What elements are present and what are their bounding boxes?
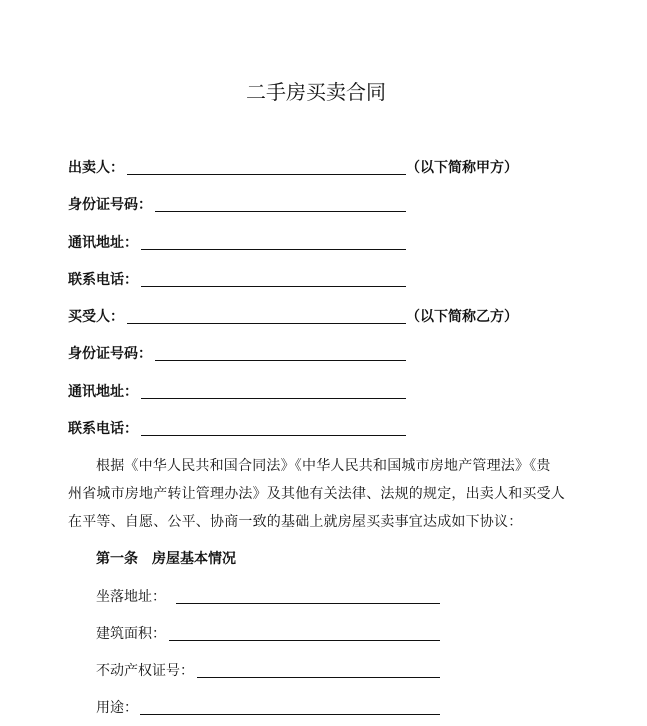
seller-address-label: 通讯地址： — [68, 235, 138, 251]
buyer-name-suffix: （以下简称乙方） — [406, 309, 518, 325]
property-cert-field[interactable] — [197, 677, 440, 678]
preamble-line: 在平等、自愿、公平、协商一致的基础上就房屋买卖事宜达成如下协议： — [68, 514, 523, 530]
buyer-address-label: 通讯地址： — [68, 384, 138, 400]
buyer-id-label: 身份证号码： — [68, 346, 152, 362]
buyer-phone-label: 联系电话： — [68, 421, 138, 437]
page-title: 二手房买卖合同 — [246, 80, 386, 104]
seller-id-field[interactable] — [155, 211, 406, 212]
buyer-name-label: 买受人： — [68, 309, 124, 325]
buyer-name-field[interactable] — [127, 323, 406, 324]
buyer-id-field[interactable] — [155, 360, 406, 361]
seller-phone-field[interactable] — [141, 286, 406, 287]
seller-name-suffix: （以下简称甲方） — [406, 160, 518, 176]
location-field[interactable] — [176, 603, 440, 604]
seller-address-field[interactable] — [141, 249, 406, 250]
seller-name-field[interactable] — [127, 174, 406, 175]
seller-phone-label: 联系电话： — [68, 272, 138, 288]
property-cert-label: 不动产权证号： — [96, 663, 194, 679]
buyer-phone-field[interactable] — [141, 435, 406, 436]
usage-label: 用途： — [96, 700, 138, 716]
seller-id-label: 身份证号码： — [68, 197, 152, 213]
seller-name-label: 出卖人： — [68, 160, 124, 176]
preamble-line: 根据《中华人民共和国合同法》《中华人民共和国城市房地产管理法》《贵 — [96, 458, 551, 474]
buyer-address-field[interactable] — [141, 398, 406, 399]
location-label: 坐落地址： — [96, 589, 166, 605]
usage-field[interactable] — [140, 714, 440, 715]
preamble-line: 州省城市房地产转让管理办法》及其他有关法律、法规的规定，出卖人和买受人 — [68, 486, 565, 502]
floor-area-label: 建筑面积： — [96, 626, 166, 642]
article-1-heading: 第一条 房屋基本情况 — [96, 551, 236, 567]
floor-area-field[interactable] — [169, 640, 440, 641]
